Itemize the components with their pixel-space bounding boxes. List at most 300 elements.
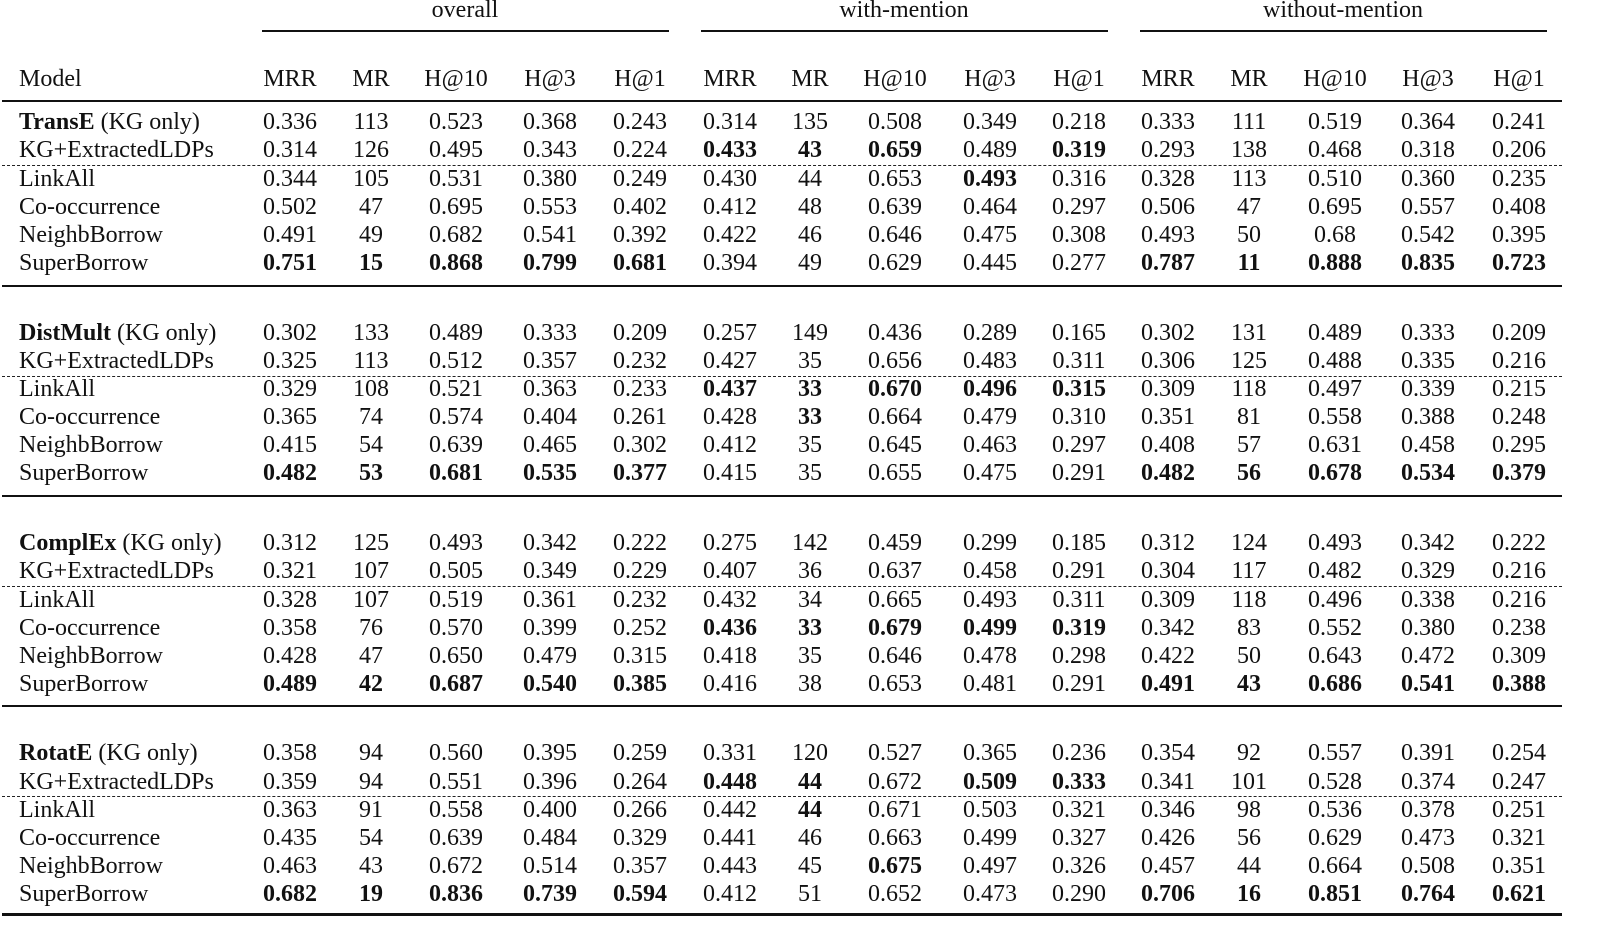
table-cell: 0.349	[523, 558, 577, 584]
table-cell: 53	[359, 460, 383, 486]
table-cell: 118	[1231, 587, 1267, 613]
table-cell: 0.328	[1141, 166, 1195, 192]
table-cell: 0.484	[523, 825, 577, 851]
table-cell: 0.482	[263, 460, 317, 486]
table-cell: 0.385	[613, 671, 667, 697]
table-cell: 0.302	[1141, 320, 1195, 346]
dashed-separator	[2, 586, 1562, 587]
table-cell: 0.311	[1052, 587, 1106, 613]
table-cell: 0.433	[703, 137, 757, 163]
table-cell: 120	[792, 740, 828, 766]
table-cell: 0.629	[868, 250, 922, 276]
table-cell: 0.319	[1052, 137, 1106, 163]
table-cell: 0.436	[703, 615, 757, 641]
table-cell: 33	[798, 615, 822, 641]
table-cell: 0.309	[1141, 587, 1195, 613]
table-cell: 0.552	[1308, 615, 1362, 641]
table-cell: 0.302	[613, 432, 667, 458]
table-cell: 0.416	[703, 671, 757, 697]
table-cell: 0.675	[868, 853, 922, 879]
table-cell: 0.541	[523, 222, 577, 248]
table-cell: 131	[1231, 320, 1267, 346]
table-cell: 0.331	[703, 740, 757, 766]
table-cell: 0.233	[613, 376, 667, 402]
table-cell: 0.346	[1141, 797, 1195, 823]
row-label: KG+ExtractedLDPs	[19, 558, 214, 584]
group-header-with-mention: with-mention	[839, 0, 969, 23]
table-cell: 0.165	[1052, 320, 1106, 346]
table-cell: 0.499	[963, 615, 1017, 641]
table-cell: 0.289	[963, 320, 1017, 346]
metric-column-header: MRR	[263, 66, 317, 92]
table-cell: 50	[1237, 222, 1261, 248]
table-cell: 0.314	[703, 109, 757, 135]
table-cell: 0.495	[429, 137, 483, 163]
table-cell: 0.464	[963, 194, 1017, 220]
table-cell: 0.379	[1492, 460, 1546, 486]
table-cell: 0.426	[1141, 825, 1195, 851]
table-cell: 44	[1237, 853, 1261, 879]
table-cell: 125	[1231, 348, 1267, 374]
table-cell: 0.309	[1492, 643, 1546, 669]
table-cell: 81	[1237, 404, 1261, 430]
table-cell: 0.473	[963, 881, 1017, 907]
table-cell: 0.264	[613, 769, 667, 795]
table-cell: 0.560	[429, 740, 483, 766]
table-cell: 0.448	[703, 769, 757, 795]
table-cell: 0.665	[868, 587, 922, 613]
table-cell: 0.315	[613, 643, 667, 669]
row-label: SuperBorrow	[19, 460, 149, 486]
table-cell: 0.380	[1401, 615, 1455, 641]
table-cell: 0.458	[1401, 432, 1455, 458]
group-rule	[1140, 30, 1547, 32]
table-cell: 0.222	[1492, 530, 1546, 556]
table-cell: 0.499	[963, 825, 1017, 851]
table-cell: 0.297	[1052, 432, 1106, 458]
table-cell: 0.319	[1052, 615, 1106, 641]
table-cell: 0.364	[1401, 109, 1455, 135]
table-cell: 0.836	[429, 881, 483, 907]
table-cell: 0.206	[1492, 137, 1546, 163]
metric-column-header: MR	[791, 66, 829, 92]
table-cell: 0.435	[263, 825, 317, 851]
table-cell: 34	[798, 587, 822, 613]
table-cell: 44	[798, 769, 822, 795]
row-label: SuperBorrow	[19, 250, 149, 276]
table-cell: 94	[359, 740, 383, 766]
table-cell: 0.222	[613, 530, 667, 556]
table-cell: 0.325	[263, 348, 317, 374]
table-cell: 0.637	[868, 558, 922, 584]
table-cell: 0.527	[868, 740, 922, 766]
table-cell: 0.739	[523, 881, 577, 907]
table-cell: 0.475	[963, 222, 1017, 248]
row-label: LinkAll	[19, 376, 95, 402]
table-cell: 33	[798, 404, 822, 430]
row-label: Co-occurrence	[19, 194, 161, 220]
table-cell: 0.493	[1141, 222, 1195, 248]
table-cell: 0.388	[1492, 671, 1546, 697]
table-cell: 0.395	[1492, 222, 1546, 248]
metric-column-header: H@3	[964, 66, 1016, 92]
table-cell: 0.682	[263, 881, 317, 907]
table-cell: 0.302	[263, 320, 317, 346]
table-cell: 0.655	[868, 460, 922, 486]
table-cell: 0.342	[1141, 615, 1195, 641]
table-cell: 0.493	[963, 166, 1017, 192]
table-cell: 54	[359, 825, 383, 851]
table-cell: 0.316	[1052, 166, 1106, 192]
table-cell: 57	[1237, 432, 1261, 458]
table-cell: 0.508	[1401, 853, 1455, 879]
table-cell: 0.473	[1401, 825, 1455, 851]
table-cell: 0.493	[429, 530, 483, 556]
table-cell: 0.360	[1401, 166, 1455, 192]
table-cell: 0.557	[1401, 194, 1455, 220]
table-cell: 0.679	[868, 615, 922, 641]
table-cell: 0.534	[1401, 460, 1455, 486]
table-cell: 0.851	[1308, 881, 1362, 907]
table-cell: 46	[798, 825, 822, 851]
table-cell: 0.257	[703, 320, 757, 346]
table-cell: 0.558	[429, 797, 483, 823]
table-cell: 0.247	[1492, 769, 1546, 795]
table-cell: 0.68	[1314, 222, 1356, 248]
table-cell: 0.216	[1492, 587, 1546, 613]
table-cell: 0.436	[868, 320, 922, 346]
table-cell: 0.723	[1492, 250, 1546, 276]
table-cell: 0.787	[1141, 250, 1195, 276]
table-cell: 0.437	[703, 376, 757, 402]
table-cell: 11	[1237, 250, 1261, 276]
table-cell: 135	[792, 109, 828, 135]
table-cell: 0.751	[263, 250, 317, 276]
table-cell: 0.652	[868, 881, 922, 907]
metric-column-header: H@10	[1303, 66, 1367, 92]
table-cell: 0.408	[1141, 432, 1195, 458]
base-model-name: DistMult	[19, 320, 111, 346]
table-cell: 0.357	[613, 853, 667, 879]
table-cell: 0.321	[1052, 797, 1106, 823]
table-cell: 0.479	[523, 643, 577, 669]
table-cell: 0.503	[963, 797, 1017, 823]
table-cell: 0.656	[868, 348, 922, 374]
table-cell: 76	[359, 615, 383, 641]
table-cell: 0.321	[1492, 825, 1546, 851]
table-cell: 0.687	[429, 671, 483, 697]
metric-column-header: MRR	[1141, 66, 1195, 92]
table-cell: 125	[353, 530, 389, 556]
header-rule	[2, 100, 1562, 102]
table-cell: 0.412	[703, 432, 757, 458]
table-cell: 47	[1237, 194, 1261, 220]
table-cell: 0.542	[1401, 222, 1455, 248]
row-label	[19, 529, 222, 557]
table-cell: 0.479	[963, 404, 1017, 430]
table-cell: 0.306	[1141, 348, 1195, 374]
metric-column-header: H@1	[1053, 66, 1105, 92]
table-cell: 0.510	[1308, 166, 1362, 192]
table-cell: 0.297	[1052, 194, 1106, 220]
table-cell: 0.428	[703, 404, 757, 430]
table-cell: 0.341	[1141, 769, 1195, 795]
table-cell: 0.594	[613, 881, 667, 907]
table-cell: 0.209	[1492, 320, 1546, 346]
table-cell: 0.681	[613, 250, 667, 276]
dashed-separator	[2, 376, 1562, 377]
block-rule	[2, 285, 1562, 287]
table-cell: 47	[359, 643, 383, 669]
metric-column-header: MR	[1230, 66, 1268, 92]
table-cell: 0.391	[1401, 740, 1455, 766]
table-cell: 0.458	[963, 558, 1017, 584]
table-cell: 36	[798, 558, 822, 584]
table-cell: 0.497	[1308, 376, 1362, 402]
table-cell: 0.706	[1141, 881, 1195, 907]
table-cell: 0.243	[613, 109, 667, 135]
metric-column-header: H@10	[863, 66, 927, 92]
table-cell: 0.368	[523, 109, 577, 135]
table-cell: 0.645	[868, 432, 922, 458]
table-cell: 0.457	[1141, 853, 1195, 879]
table-cell: 16	[1237, 881, 1261, 907]
table-cell: 0.392	[613, 222, 667, 248]
bottom-rule	[2, 913, 1562, 916]
table-cell: 0.653	[868, 671, 922, 697]
table-cell: 0.482	[1141, 460, 1195, 486]
table-cell: 35	[798, 432, 822, 458]
table-cell: 0.315	[1052, 376, 1106, 402]
dashed-separator	[2, 165, 1562, 166]
table-cell: 101	[1231, 769, 1267, 795]
table-cell: 0.443	[703, 853, 757, 879]
table-cell: 0.506	[1141, 194, 1195, 220]
table-cell: 0.374	[1401, 769, 1455, 795]
table-cell: 0.489	[1308, 320, 1362, 346]
base-model-suffix: (KG only)	[116, 530, 222, 556]
table-cell: 0.422	[1141, 643, 1195, 669]
table-cell: 0.659	[868, 137, 922, 163]
group-rule	[262, 30, 669, 32]
table-cell: 0.574	[429, 404, 483, 430]
table-cell: 0.412	[703, 881, 757, 907]
row-label: NeighbBorrow	[19, 222, 163, 248]
table-cell: 0.646	[868, 643, 922, 669]
table-cell: 0.493	[1308, 530, 1362, 556]
table-cell: 0.349	[963, 109, 1017, 135]
group-header-overall: overall	[431, 0, 499, 23]
row-label	[19, 319, 216, 347]
row-label: NeighbBorrow	[19, 432, 163, 458]
table-cell: 0.491	[263, 222, 317, 248]
table-cell: 149	[792, 320, 828, 346]
table-cell: 0.463	[963, 432, 1017, 458]
group-header-without-mention: without-mention	[1263, 0, 1423, 23]
table-cell: 0.502	[263, 194, 317, 220]
table-cell: 0.224	[613, 137, 667, 163]
table-cell: 0.318	[1401, 137, 1455, 163]
table-cell: 113	[353, 348, 389, 374]
table-cell: 111	[1231, 109, 1267, 135]
table-cell: 0.327	[1052, 825, 1106, 851]
table-cell: 0.326	[1052, 853, 1106, 879]
base-model-name: TransE	[19, 109, 95, 135]
table-cell: 0.415	[263, 432, 317, 458]
table-cell: 0.236	[1052, 740, 1106, 766]
table-cell: 0.396	[523, 769, 577, 795]
table-cell: 0.509	[963, 769, 1017, 795]
table-cell: 83	[1237, 615, 1261, 641]
row-label: Co-occurrence	[19, 825, 161, 851]
table-cell: 0.343	[523, 137, 577, 163]
table-cell: 0.363	[263, 797, 317, 823]
row-label: SuperBorrow	[19, 671, 149, 697]
table-cell: 0.275	[703, 530, 757, 556]
table-cell: 0.241	[1492, 109, 1546, 135]
table-cell: 44	[798, 797, 822, 823]
table-cell: 0.333	[1141, 109, 1195, 135]
table-cell: 0.540	[523, 671, 577, 697]
table-cell: 0.686	[1308, 671, 1362, 697]
table-cell: 0.261	[613, 404, 667, 430]
table-cell: 0.428	[263, 643, 317, 669]
table-cell: 0.671	[868, 797, 922, 823]
table-cell: 0.314	[263, 137, 317, 163]
metric-column-header: MR	[352, 66, 390, 92]
row-label: SuperBorrow	[19, 881, 149, 907]
table-cell: 0.650	[429, 643, 483, 669]
table-cell: 0.441	[703, 825, 757, 851]
block-rule	[2, 495, 1562, 497]
table-cell: 0.216	[1492, 558, 1546, 584]
table-cell: 0.365	[263, 404, 317, 430]
table-cell: 49	[798, 250, 822, 276]
table-cell: 0.835	[1401, 250, 1455, 276]
table-cell: 98	[1237, 797, 1261, 823]
table-cell: 0.888	[1308, 250, 1362, 276]
table-cell: 142	[792, 530, 828, 556]
table-cell: 0.629	[1308, 825, 1362, 851]
table-cell: 0.646	[868, 222, 922, 248]
row-label: KG+ExtractedLDPs	[19, 137, 214, 163]
table-cell: 0.483	[963, 348, 1017, 374]
table-cell: 0.672	[429, 853, 483, 879]
metric-column-header: H@10	[424, 66, 488, 92]
table-cell: 0.232	[613, 348, 667, 374]
table-cell: 48	[798, 194, 822, 220]
table-cell: 0.681	[429, 460, 483, 486]
table-cell: 0.404	[523, 404, 577, 430]
table-cell: 0.639	[429, 432, 483, 458]
table-cell: 113	[353, 109, 389, 135]
table-cell: 0.216	[1492, 348, 1546, 374]
table-cell: 0.215	[1492, 376, 1546, 402]
table-cell: 0.259	[613, 740, 667, 766]
row-label: LinkAll	[19, 587, 95, 613]
table-cell: 0.400	[523, 797, 577, 823]
block-rule	[2, 705, 1562, 707]
table-cell: 0.553	[523, 194, 577, 220]
table-cell: 0.309	[1141, 376, 1195, 402]
table-cell: 0.378	[1401, 797, 1455, 823]
table-cell: 15	[359, 250, 383, 276]
table-cell: 0.361	[523, 587, 577, 613]
dashed-separator	[2, 796, 1562, 797]
table-cell: 0.496	[963, 376, 1017, 402]
metric-column-header: MRR	[703, 66, 757, 92]
table-cell: 0.468	[1308, 137, 1362, 163]
table-cell: 50	[1237, 643, 1261, 669]
table-cell: 0.395	[523, 740, 577, 766]
table-cell: 51	[798, 881, 822, 907]
table-cell: 0.427	[703, 348, 757, 374]
table-cell: 49	[359, 222, 383, 248]
table-cell: 0.481	[963, 671, 1017, 697]
row-label: NeighbBorrow	[19, 853, 163, 879]
table-cell: 0.621	[1492, 881, 1546, 907]
table-cell: 0.235	[1492, 166, 1546, 192]
table-cell: 46	[798, 222, 822, 248]
table-cell: 0.266	[613, 797, 667, 823]
table-cell: 0.557	[1308, 740, 1362, 766]
table-cell: 0.631	[1308, 432, 1362, 458]
table-cell: 0.342	[523, 530, 577, 556]
table-cell: 0.496	[1308, 587, 1362, 613]
table-cell: 0.536	[1308, 797, 1362, 823]
table-cell: 0.333	[1052, 769, 1106, 795]
table-cell: 0.489	[263, 671, 317, 697]
table-cell: 0.251	[1492, 797, 1546, 823]
table-cell: 0.328	[263, 587, 317, 613]
table-cell: 0.342	[1401, 530, 1455, 556]
table-cell: 0.295	[1492, 432, 1546, 458]
table-cell: 56	[1237, 460, 1261, 486]
table-cell: 0.643	[1308, 643, 1362, 669]
table-cell: 19	[359, 881, 383, 907]
table-cell: 0.432	[703, 587, 757, 613]
table-cell: 0.465	[523, 432, 577, 458]
model-column-header: Model	[19, 66, 82, 92]
table-cell: 0.291	[1052, 460, 1106, 486]
base-model-suffix: (KG only)	[92, 740, 198, 766]
table-cell: 0.333	[1401, 320, 1455, 346]
table-cell: 0.523	[429, 109, 483, 135]
table-cell: 0.351	[1141, 404, 1195, 430]
table-cell: 0.336	[263, 109, 317, 135]
table-cell: 43	[798, 137, 822, 163]
table-cell: 0.311	[1052, 348, 1106, 374]
table-cell: 44	[798, 166, 822, 192]
table-cell: 47	[359, 194, 383, 220]
table-cell: 54	[359, 432, 383, 458]
table-cell: 0.491	[1141, 671, 1195, 697]
table-cell: 0.475	[963, 460, 1017, 486]
table-cell: 0.338	[1401, 587, 1455, 613]
table-cell: 0.664	[868, 404, 922, 430]
table-cell: 0.329	[263, 376, 317, 402]
table-cell: 35	[798, 643, 822, 669]
row-label	[19, 108, 200, 136]
table-cell: 0.238	[1492, 615, 1546, 641]
table-cell: 117	[1231, 558, 1267, 584]
table-cell: 0.430	[703, 166, 757, 192]
table-cell: 0.541	[1401, 671, 1455, 697]
table-cell: 0.682	[429, 222, 483, 248]
table-cell: 0.482	[1308, 558, 1362, 584]
table-cell: 0.358	[263, 615, 317, 641]
table-cell: 0.248	[1492, 404, 1546, 430]
